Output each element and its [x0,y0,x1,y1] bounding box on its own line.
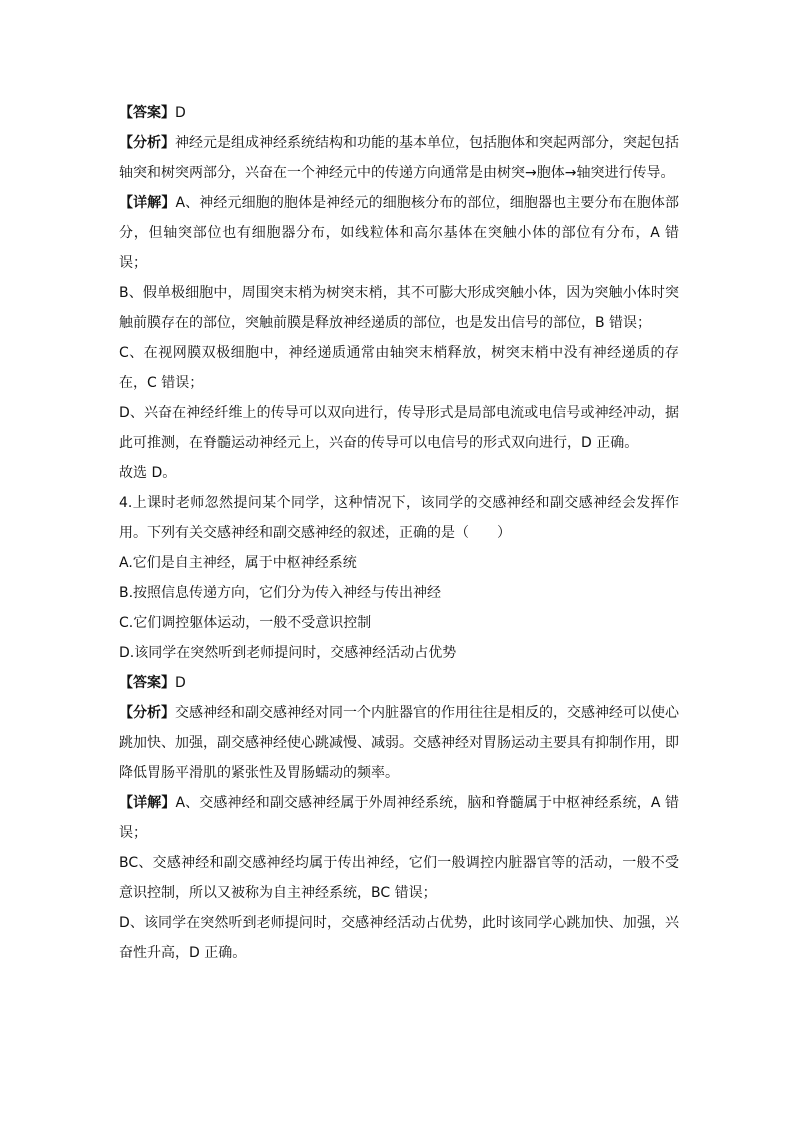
q4-answer [119,668,679,698]
q3-answer [119,98,679,128]
q4-option-c: C.它们调控躯体运动，一般不受意识控制 [119,615,372,631]
q3-detail [119,188,679,278]
answer-text: D [175,105,186,121]
document-page [119,98,679,968]
q4-question: 4.上课时老师忽然提问某个同学，这种情况下，该同学的交感神经和副交感神经会发挥作用。下列有关交感神经和副交感神经的叙述，正确的是（ ） [119,495,679,541]
q3-detail-c: C、在视网膜双极细胞中，神经递质通常由轴突末梢释放，树突末梢中没有神经递质的存在，C 错误； [119,345,679,391]
analysis-tag: 【分析】 [119,705,175,721]
q3-detail-b: B、假单极细胞中，周围突末梢为树突末梢，其不可膨大形成突触小体，因为突触小体时突触前膜存在的部位，突触前膜是释放神经递质的部位，也是发出信号的部位，B 错误； [119,285,679,331]
q4-option-a: A.它们是自主神经，属于中枢神经系统 [119,555,357,571]
q4-option-d: D.该同学在突然听到老师提问时，交感神经活动占优势 [119,645,457,661]
answer-tag: 【答案】 [119,675,175,691]
detail-text: A、交感神经和副交感神经属于外周神经系统，脑和脊髓属于中枢神经系统，A 错误； [119,795,679,841]
detail-text: A、神经元细胞的胞体是神经元的细胞核分布的部位，细胞器也主要分布在胞体部分，但轴突部位也有细胞器分布，如线粒体和高尔基体在突触小体的部位有分布，A 错误； [119,195,680,271]
q3-analysis [119,128,679,188]
q4-detail-d: D、该同学在突然听到老师提问时，交感神经活动占优势，此时该同学心跳加快、加强，兴奋性升高，D 正确。 [119,915,679,961]
q4-detail-bc: BC、交感神经和副交感神经均属于传出神经，它们一般调控内脏器官等的活动，一般不受意识控制，所以又被称为自主神经系统，BC 错误； [119,855,679,901]
q4-detail [119,788,679,848]
detail-tag: 【详解】 [119,195,176,211]
answer-tag: 【答案】 [119,105,175,121]
analysis-tag: 【分析】 [119,135,175,151]
q4-analysis [119,698,679,788]
detail-tag: 【详解】 [119,795,176,811]
q3-detail-d: D、兴奋在神经纤维上的传导可以双向进行，传导形式是局部电流或电信号或神经冲动，据此可推测，在脊髓运动神经元上，兴奋的传导可以电信号的形式双向进行，D 正确。 [119,405,679,451]
q3-conclusion: 故选 D。 [119,465,177,481]
q4-option-b: B.按照信息传递方向，它们分为传入神经与传出神经 [119,585,442,601]
analysis-text: 交感神经和副交感神经对同一个内脏器官的作用往往是相反的，交感神经可以使心跳加快、加强，副交感神经使心跳减慢、减弱。交感神经对胃肠运动主要具有抑制作用，即降低胃肠平滑肌的紧张性及胃肠蠕动的频率。 [119,705,679,781]
answer-text: D [175,675,186,691]
analysis-text: 神经元是组成神经系统结构和功能的基本单位，包括胞体和突起两部分，突起包括轴突和树突两部分，兴奋在一个神经元中的传递方向通常是由树突→胞体→轴突进行传导。 [119,135,679,181]
